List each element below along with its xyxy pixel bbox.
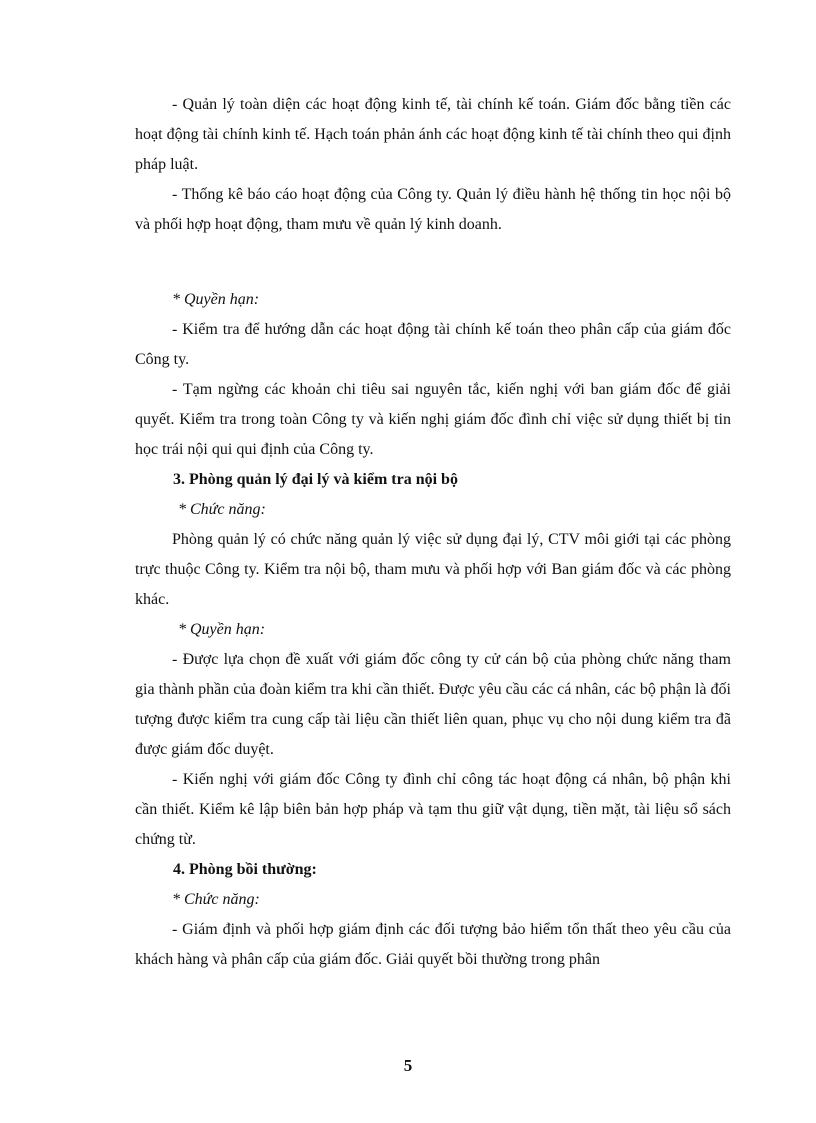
section-heading-3: 3. Phòng quản lý đại lý và kiểm tra nội bộ: [173, 471, 458, 488]
paragraph-inspection-team: - Được lựa chọn đề xuất với giám đốc công ty cử cán bộ của phòng chức năng tham gia thành phần của đoàn kiểm tra khi cần thiết. Được yêu cầu các cá nhân, các bộ phận là đối tượng được kiểm tra cung cấp tài liệu cần thiết liên quan, phục vụ cho nội dung kiểm tra đã được giám đốc duyệt.: [135, 651, 731, 758]
paragraph-suspend-expenses: - Tạm ngừng các khoản chi tiêu sai nguyên tắc, kiến nghị với ban giám đốc để giải quyết. Kiểm tra trong toàn Công ty và kiến nghị giám đốc đình chỉ việc sử dụng thiết bị tin học trái nội qui qui định của Công ty.: [135, 381, 731, 458]
paragraph-suspend-activities: - Kiến nghị với giám đốc Công ty đình chỉ công tác hoạt động cá nhân, bộ phận khi cần thiết. Kiểm kê lập biên bản hợp pháp và tạm thu giữ vật dụng, tiền mặt, tài liệu sổ sách chứng từ.: [135, 771, 731, 848]
page-number: 5: [403, 1056, 413, 1075]
subheading-function-3: * Chức năng:: [178, 501, 266, 518]
page-body: [135, 90, 731, 975]
subheading-function-4: * Chức năng:: [172, 891, 260, 908]
paragraph-inspect-guidance: - Kiểm tra để hướng dẫn các hoạt động tài chính kế toán theo phân cấp của giám đốc Công ty.: [135, 321, 731, 368]
paragraph-agency-management: Phòng quản lý có chức năng quản lý việc sử dụng đại lý, CTV môi giới tại các phòng trực thuộc Công ty. Kiểm tra nội bộ, tham mưu và phối hợp với Ban giám đốc và các phòng khác.: [135, 531, 731, 608]
paragraph-accounting-management: - Quản lý toàn diện các hoạt động kinh tế, tài chính kế toán. Giám đốc bằng tiền các hoạt động tài chính kinh tế. Hạch toán phản ánh các hoạt động kinh tế tài chính theo qui định pháp luật.: [135, 96, 731, 173]
paragraph-statistics-reporting: - Thống kê báo cáo hoạt động của Công ty. Quản lý điều hành hệ thống tin học nội bộ và phối hợp hoạt động, tham mưu về quản lý kinh doanh.: [135, 186, 731, 233]
paragraph-claims-assessment: - Giám định và phối hợp giám định các đối tượng bảo hiểm tổn thất theo yêu cầu của khách hàng và phân cấp của giám đốc. Giải quyết bồi thường trong phân: [135, 921, 731, 968]
subheading-authority: * Quyền hạn:: [172, 291, 260, 308]
subheading-authority-3: * Quyền hạn:: [178, 621, 266, 638]
spacer: [135, 240, 731, 285]
section-heading-4: 4. Phòng bồi thường:: [173, 861, 317, 878]
